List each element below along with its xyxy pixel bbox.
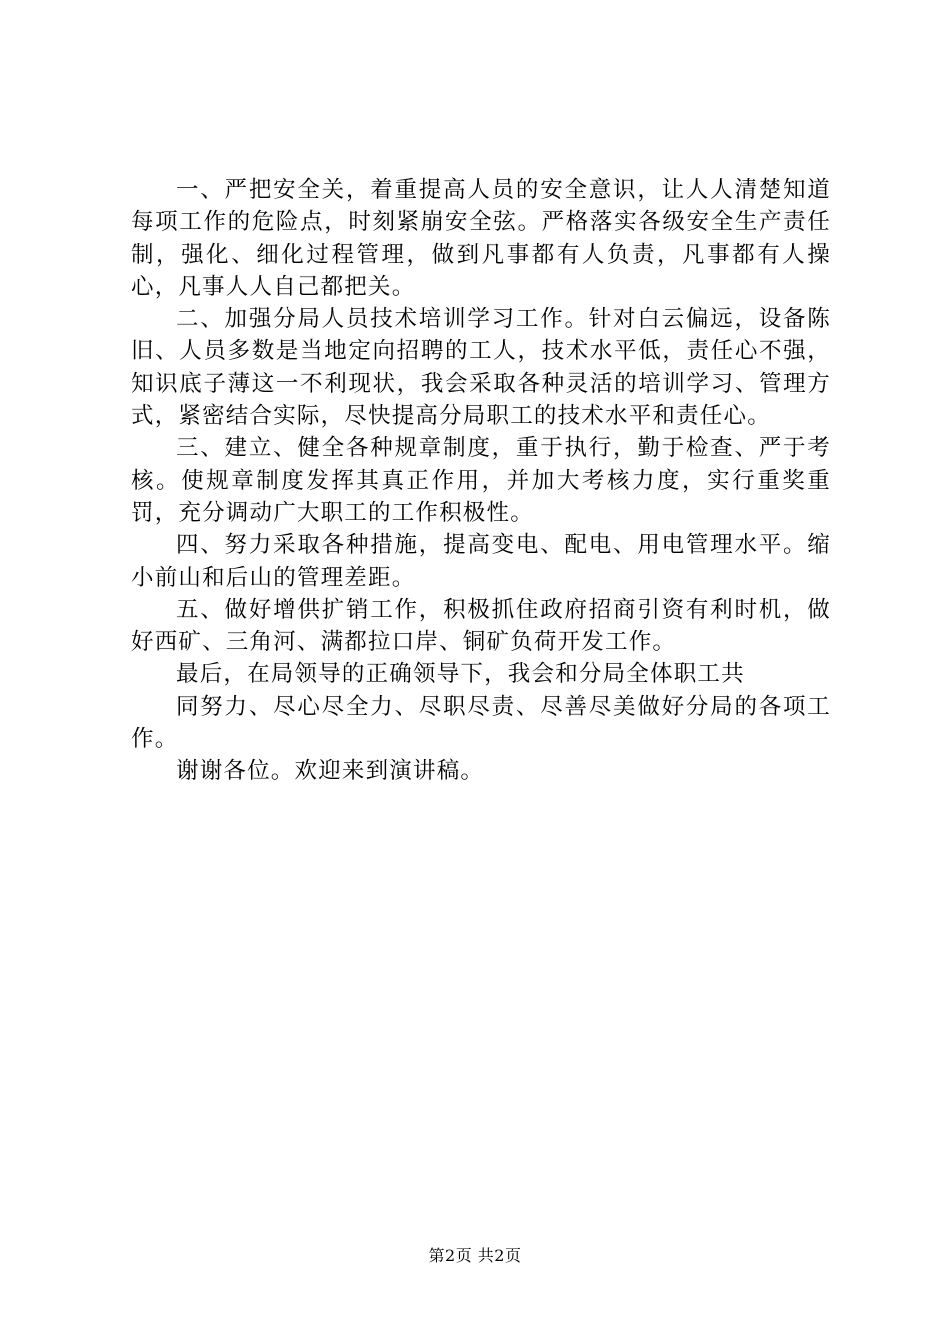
document-body — [131, 174, 831, 788]
page-number-footer: 第2页 共2页 — [428, 1246, 522, 1265]
paragraph-training: 二、加强分局人员技术培训学习工作。针对白云偏远，设备陈旧、人员多数是当地定向招聘的工人，技术水平低，责任心不强，知识底子薄这一不利现状，我会采取各种灵活的培训学习、管理方式，紧密结合实际，尽快提高分局职工的技术水平和责任心。 — [131, 306, 831, 430]
paragraph-closing-line-2: 同努力、尽心尽全力、尽职尽责、尽善尽美做好分局的各项工作。 — [131, 693, 831, 753]
paragraph-sales: 五、做好增供扩销工作，积极抓住政府招商引资有利时机，做好西矿、三角河、满都拉口岸、铜矿负荷开发工作。 — [131, 596, 831, 656]
paragraph-management: 四、努力采取各种措施，提高变电、配电、用电管理水平。缩小前山和后山的管理差距。 — [131, 532, 831, 591]
paragraph-thanks: 谢谢各位。欢迎来到演讲稿。 — [176, 758, 485, 785]
paragraph-closing-line-1: 最后，在局领导的正确领导下，我会和分局全体职工共 — [176, 661, 745, 688]
paragraph-safety: 一、严把安全关，着重提高人员的安全意识，让人人清楚知道每项工作的危险点，时刻紧崩安全弦。严格落实各级安全生产责任制，强化、细化过程管理，做到凡事都有人负责，凡事都有人操心，凡事人人自己都把关。 — [131, 177, 831, 300]
paragraph-regulations: 三、建立、健全各种规章制度，重于执行，勤于检查、严于考核。使规章制度发挥其真正作用，并加大考核力度，实行重奖重罚，充分调动广大职工的工作积极性。 — [131, 435, 831, 526]
